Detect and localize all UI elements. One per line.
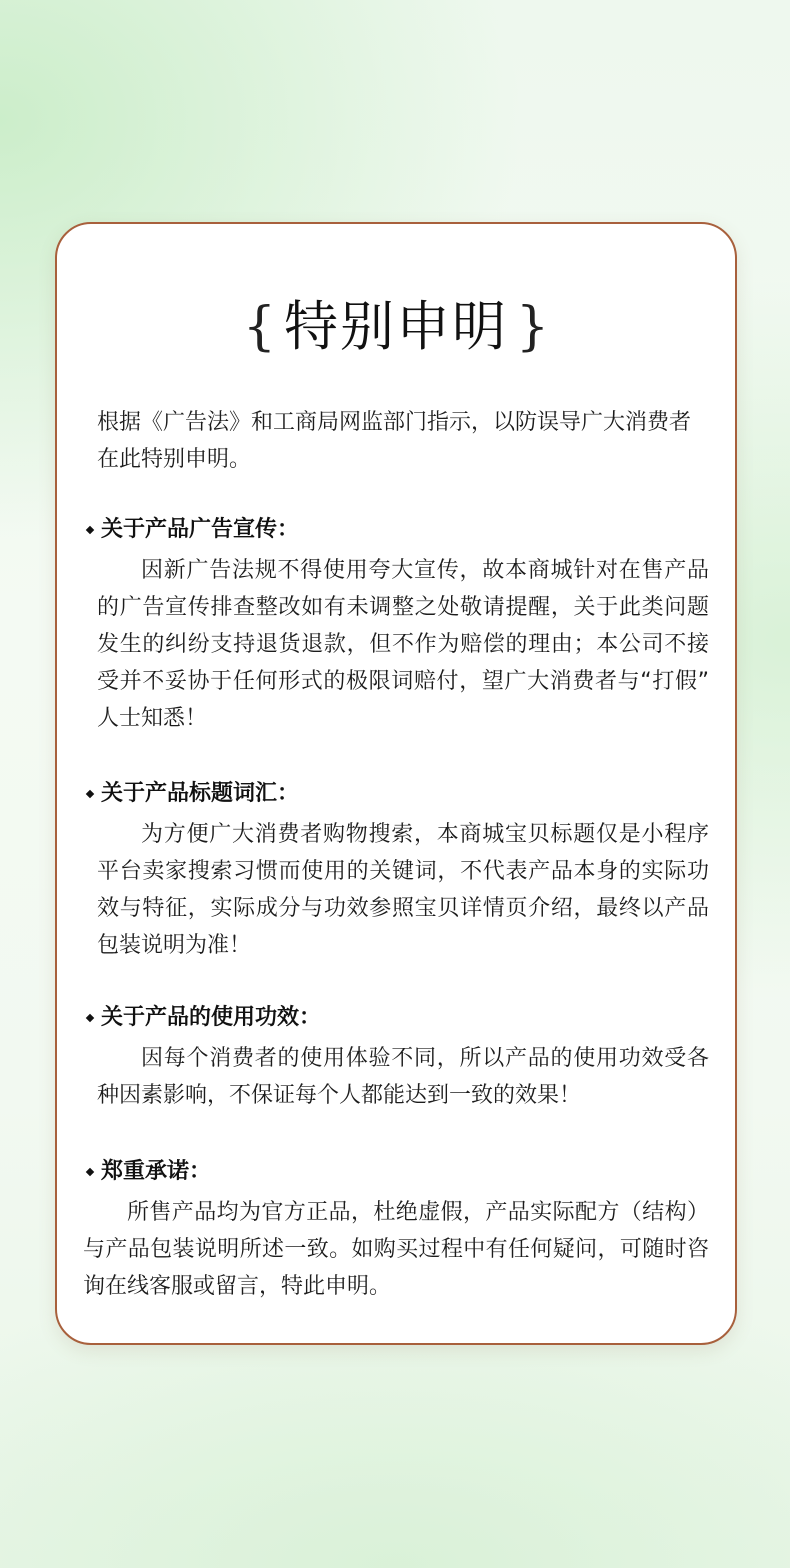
section-efficacy	[83, 1000, 709, 1114]
section-body: 所售产品均为官方正品，杜绝虚假，产品实际配方（结构）与产品包装说明所述一致。如购买过程中有任何疑问，可随时咨询在线客服或留言，特此申明。	[83, 1200, 709, 1299]
section-heading-text: 关于产品广告宣传：	[101, 517, 300, 542]
title-right-brace: }	[516, 297, 550, 357]
section-commitment	[83, 1154, 709, 1305]
diamond-bullet-icon	[86, 1014, 94, 1022]
diamond-bullet-icon	[86, 790, 94, 798]
section-heading-text: 关于产品标题词汇：	[101, 781, 300, 806]
section-heading	[83, 512, 709, 548]
section-title-terms	[83, 776, 709, 964]
title-text: 特别申明	[284, 295, 508, 358]
section-heading	[83, 1000, 709, 1036]
section-body: 因每个消费者的使用体验不同，所以产品的使用功效受各种因素影响，不保证每个人都能达到一致的效果！	[97, 1046, 709, 1108]
title-left-brace: {	[242, 297, 276, 357]
page-title	[57, 292, 735, 362]
section-heading-text: 关于产品的使用功效：	[101, 1005, 322, 1030]
intro-paragraph: 根据《广告法》和工商局网监部门指示，以防误导广大消费者在此特别申明。	[97, 410, 692, 472]
diamond-bullet-icon	[86, 526, 94, 534]
section-advertising	[83, 512, 709, 737]
diamond-bullet-icon	[86, 1168, 94, 1176]
section-heading-text: 郑重承诺：	[101, 1159, 212, 1184]
statement-card	[55, 222, 737, 1345]
section-body: 因新广告法规不得使用夸大宣传，故本商城针对在售产品的广告宣传排查整改如有未调整之处敬请提醒，关于此类问题发生的纠纷支持退货退款，但不作为赔偿的理由；本公司不接受并不妥协于任何形式的极限词赔付，望广大消费者与“打假” 人士知悉！	[97, 558, 709, 731]
section-heading	[83, 1154, 709, 1190]
section-heading	[83, 776, 709, 812]
section-body: 为方便广大消费者购物搜索，本商城宝贝标题仅是小程序平台卖家搜索习惯而使用的关键词，不代表产品本身的实际功效与特征，实际成分与功效参照宝贝详情页介绍，最终以产品包装说明为准！	[97, 822, 709, 958]
